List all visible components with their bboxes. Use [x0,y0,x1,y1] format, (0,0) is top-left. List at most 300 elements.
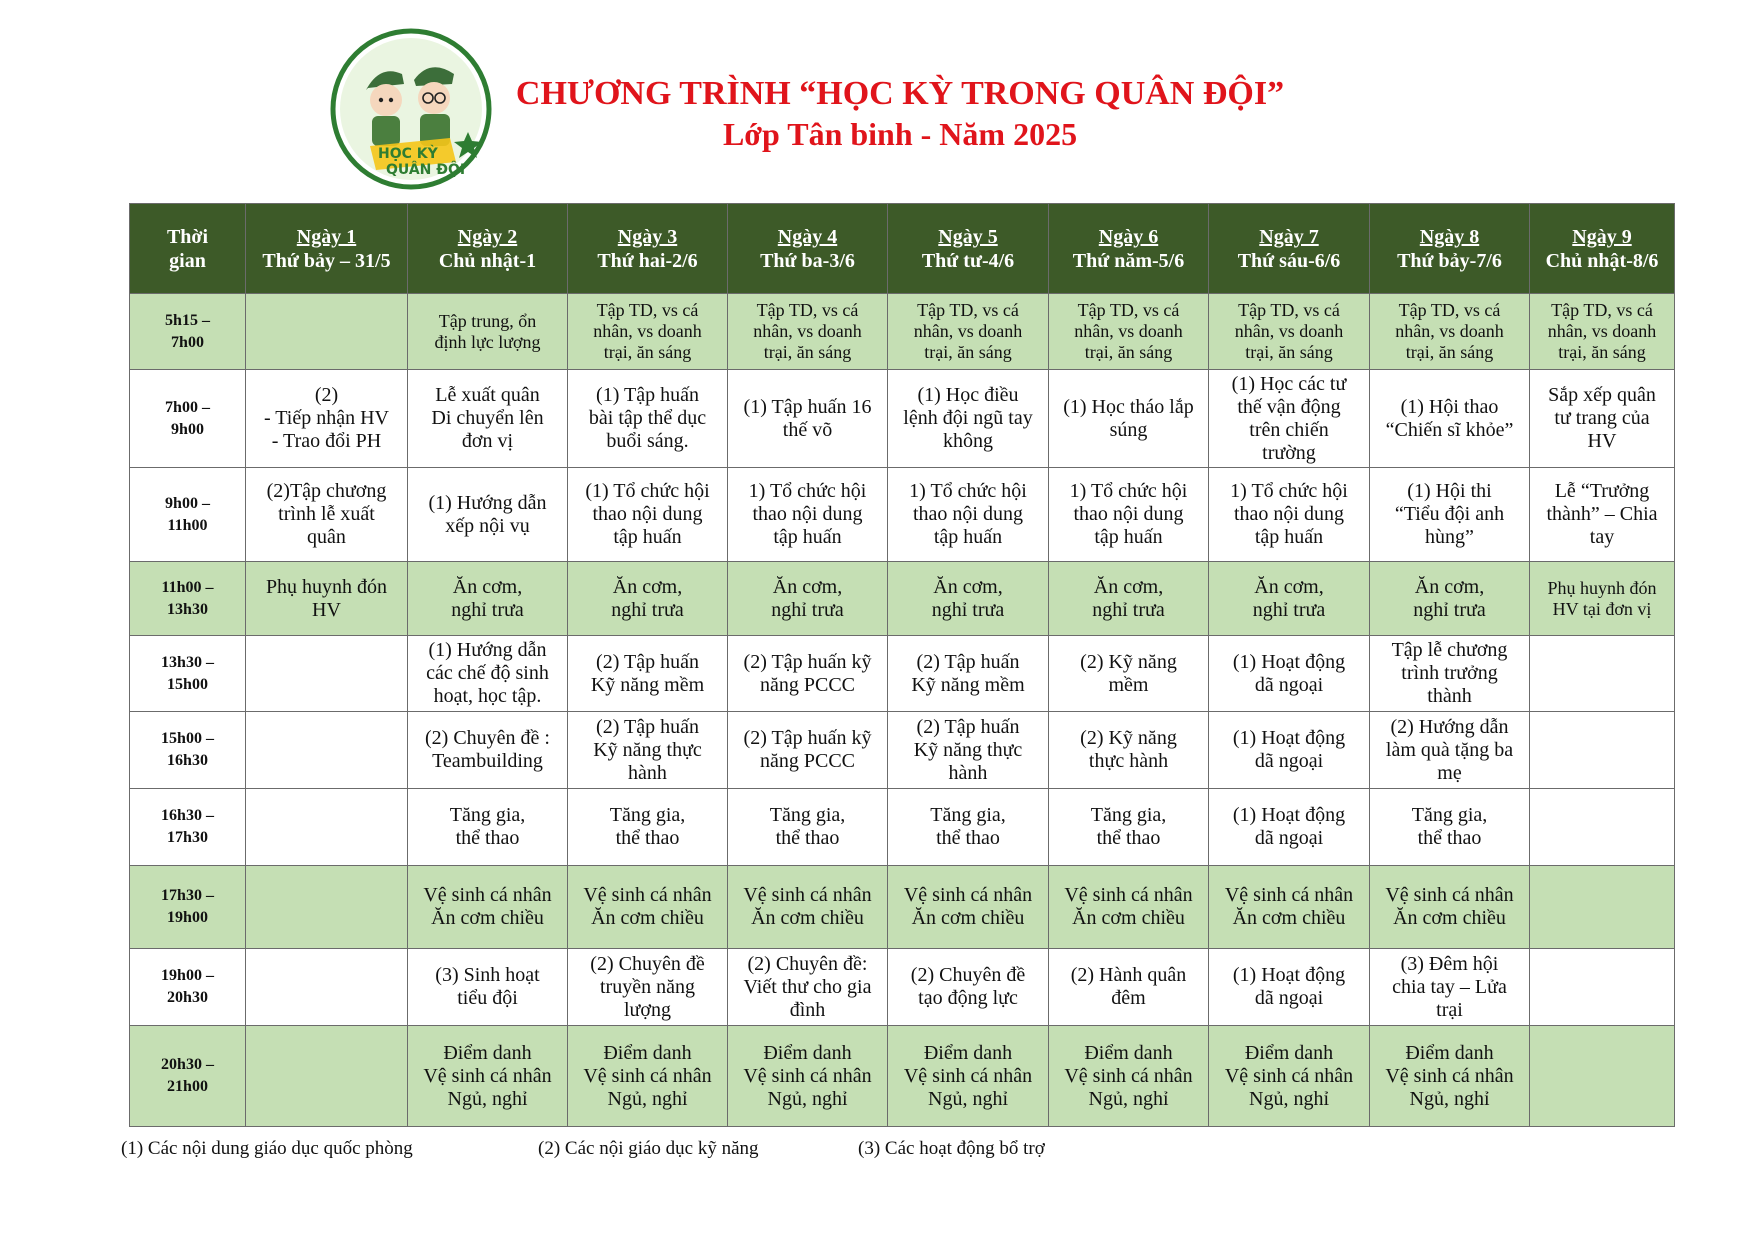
activity-cell [1530,949,1675,1026]
activity-line: (2) Tập huấn kỹ [743,650,872,673]
day-header-7 [1209,204,1370,294]
activity-line: hoạt, học tập. [433,685,542,707]
time-slot-cell [130,866,246,949]
activity-line: (2) Tập huấn [596,715,699,738]
activity-cell [1370,294,1530,370]
time-slot-line: 15h00 – [161,730,214,747]
activity-cell [888,636,1049,712]
activity-line: nhân, vs doanh [593,321,702,341]
activity-line: Tăng gia, [769,804,846,826]
activity-line: thành [1427,685,1472,707]
activity-line: (1) Học điều [917,384,1019,406]
time-slot-cell [130,789,246,866]
activity-line: nghỉ trưa [611,598,684,621]
activity-line: thao nội dung [1073,503,1184,525]
table-header-row [130,204,1675,294]
time-slot-line: 11h00 [167,516,208,534]
activity-line: Điểm danh [763,1041,852,1064]
activity-cell [246,866,408,949]
activity-cell [1370,789,1530,866]
activity-line: tập huấn [1094,526,1163,548]
activity-cell [888,712,1049,789]
activity-line: Vệ sinh cá nhân [1385,1064,1514,1087]
activity-line: không [943,430,993,452]
activity-cell [568,789,728,866]
activity-line: hành [628,761,667,784]
activity-line: Vệ sinh cá nhân [903,1064,1033,1087]
schedule-table [129,203,1675,1127]
activity-line: Vệ sinh cá nhân [423,884,552,906]
activity-line: định lực lượng [434,331,541,352]
activity-cell [1530,712,1675,789]
activity-cell [568,370,728,468]
activity-line: hành [948,761,988,784]
table-body [130,294,1675,1127]
activity-line: Tăng gia, [1411,804,1488,826]
activity-line: Ăn cơm chiều [1393,907,1506,929]
legend-note-3: (3) Các hoạt động bổ trợ [858,1138,1045,1159]
table-row [130,636,1675,712]
activity-line: trại, ăn sáng [1405,342,1494,362]
time-slot-line: 11h00 – [161,578,214,596]
day-date: Thứ bảy-7/6 [1397,249,1502,272]
activity-line: nghỉ trưa [1252,598,1326,621]
activity-line: (2) Hướng dẫn [1390,715,1509,738]
activity-line: Ăn cơm chiều [911,907,1025,929]
activity-cell [246,294,408,370]
activity-cell [1370,866,1530,949]
activity-line: tập huấn [1254,526,1324,548]
activity-line: thao nội dung [913,503,1023,525]
activity-cell [888,949,1049,1026]
time-slot-line: 16h30 [167,752,208,769]
activity-line: (1) Hoạt động [1232,804,1346,826]
activity-line: Tăng gia, [930,804,1006,826]
activity-line: trại, ăn sáng [1084,342,1173,362]
table-row [130,949,1675,1026]
activity-cell [1370,370,1530,468]
activity-line: Điểm danh [443,1041,532,1064]
activity-cell [1049,949,1209,1026]
activity-cell [1049,866,1209,949]
activity-line: (1) Học các tư [1231,372,1347,395]
activity-cell [246,1026,408,1127]
day-number: Ngày 9 [1572,225,1632,248]
time-header-line: gian [169,249,206,272]
activity-line: (1) Hoạt động [1232,964,1346,986]
activity-line: làm quà tặng ba [1385,738,1514,761]
activity-line: (2) Tập huấn [596,650,699,673]
activity-cell [728,866,888,949]
activity-line: (1) Hoạt động [1232,727,1346,749]
activity-cell [888,370,1049,468]
activity-cell [888,1026,1049,1127]
time-slot-line: 9h00 [171,420,204,438]
activity-line: Tập TD, vs cá [596,300,699,320]
activity-cell [1530,866,1675,949]
activity-line: Ngủ, nghỉ [928,1087,1008,1110]
activity-line: tập huấn [773,526,842,548]
activity-line: Ngủ, nghỉ [1088,1087,1169,1110]
activity-cell [246,789,408,866]
activity-cell [728,636,888,712]
activity-line: Tập lễ chương [1391,639,1508,661]
activity-line: (2) Tập huấn [916,715,1020,738]
day-date: Thứ ba-3/6 [760,249,855,272]
activity-line: Ăn cơm, [452,575,523,598]
time-slot-line: 15h00 [167,675,208,693]
activity-line: Vệ sinh cá nhân [743,1064,872,1087]
day-date: Chủ nhật-8/6 [1545,249,1659,272]
day-date: Thứ tư-4/6 [921,249,1015,272]
activity-line: nhân, vs doanh [753,321,862,341]
activity-line: Tăng gia, [1090,804,1167,826]
activity-line: nghỉ trưa [771,598,844,621]
activity-cell [408,789,568,866]
activity-line: (2) Hành quân [1070,964,1187,986]
activity-cell [568,636,728,712]
activity-line: tập huấn [933,526,1003,548]
activity-line: (2) Chuyên đề : [425,727,550,749]
activity-line: trại, ăn sáng [1245,342,1333,362]
activity-cell [408,866,568,949]
activity-line: Ăn cơm, [1254,575,1324,598]
activity-cell [408,294,568,370]
activity-line: trình lễ xuất [278,503,375,525]
time-slot-cell [130,636,246,712]
activity-line: (1) Tập huấn 16 [743,395,872,418]
time-slot-line: 21h00 [167,1078,208,1095]
activity-line: Tăng gia, [449,804,526,826]
activity-line: thực hành [1088,750,1169,772]
activity-cell [1370,636,1530,712]
activity-line: tập huấn [613,526,682,548]
activity-line: thế vận động [1237,395,1341,418]
activity-line: (1) Tổ chức hội [585,480,710,502]
activity-line: Ăn cơm, [772,575,843,598]
time-slot-cell [130,294,246,370]
activity-line: (3) Sinh hoạt [435,964,540,986]
activity-line: Ngủ, nghỉ [447,1087,528,1110]
activity-line: (2) Kỹ năng [1080,727,1177,749]
time-slot-line: 17h30 – [161,887,214,904]
activity-line: Vệ sinh cá nhân [1224,884,1354,906]
activity-line: nhân, vs doanh [913,321,1023,341]
activity-line: nhân, vs doanh [1395,321,1504,341]
activity-line: Kỹ năng thực [913,738,1023,761]
activity-cell [1370,949,1530,1026]
activity-line: 1) Tổ chức hội [1230,480,1348,502]
activity-line: (1) Hội thao [1400,395,1499,418]
table-row [130,866,1675,949]
activity-cell [1530,1026,1675,1127]
activity-line: “Tiểu đội anh [1394,503,1505,525]
activity-line: Viết thư cho gia [743,975,872,998]
activity-line: - Tiếp nhận HV [263,407,389,429]
activity-cell [1209,866,1370,949]
activity-line: Vệ sinh cá nhân [423,1064,552,1087]
activity-line: trại [1436,998,1463,1021]
activity-cell [408,712,568,789]
activity-line: Di chuyển lên [431,407,544,429]
activity-line: 1) Tổ chức hội [748,480,867,502]
activity-line: Tập TD, vs cá [756,300,859,320]
activity-line: Vệ sinh cá nhân [743,884,872,906]
activity-cell [246,562,408,636]
activity-line: năng PCCC [759,673,856,696]
activity-cell [1049,712,1209,789]
activity-line: thể thao [775,827,840,849]
day-date: Thứ bảy – 31/5 [262,249,391,272]
time-slot-line: 17h30 [167,829,208,846]
day-header-5 [888,204,1049,294]
activity-line: Kỹ năng mềm [590,673,705,696]
activity-line: Vệ sinh cá nhân [1064,884,1193,906]
activity-cell [408,949,568,1026]
activity-line: - Trao đổi PH [271,430,382,452]
activity-cell [728,1026,888,1127]
activity-line: nhân, vs doanh [1074,321,1183,341]
activity-line: tiểu đội [457,987,518,1009]
activity-line: thao nội dung [752,503,863,525]
activity-line: Phụ huynh đón [265,575,388,598]
activity-cell [888,789,1049,866]
day-number: Ngày 7 [1259,225,1319,248]
activity-cell [728,949,888,1026]
time-slot-cell [130,562,246,636]
activity-line: hùng” [1425,526,1474,548]
activity-line: Điểm danh [603,1041,692,1064]
activity-line: Tập trung, ổn [438,310,537,331]
activity-line: buổi sáng. [606,430,689,452]
activity-cell [568,468,728,562]
activity-line: thành” – Chia [1546,503,1658,525]
activity-line: trại, ăn sáng [1558,342,1646,362]
activity-cell [568,949,728,1026]
activity-line: bài tập thể dục [588,407,707,429]
time-slot-line: 20h30 [167,989,208,1006]
activity-line: Tập TD, vs cá [1238,300,1340,320]
activity-line: trại, ăn sáng [763,342,852,362]
day-header-1 [246,204,408,294]
legend-note-1: (1) Các nội dung giáo dục quốc phòng [121,1138,413,1159]
activity-cell [888,562,1049,636]
activity-cell [408,1026,568,1127]
day-date: Thứ năm-5/6 [1072,249,1185,272]
activity-cell [246,370,408,468]
activity-cell [1530,636,1675,712]
activity-line: Kỹ năng mềm [911,673,1025,696]
activity-line: mềm [1108,673,1149,696]
activity-line: thể thao [1417,827,1482,849]
activity-line: mẹ [1437,761,1462,784]
time-slot-line: 9h00 – [165,494,210,512]
activity-line: Vệ sinh cá nhân [583,884,712,906]
day-header-8 [1370,204,1530,294]
day-date: Chủ nhật-1 [438,249,537,272]
table-row [130,712,1675,789]
day-date: Thứ sáu-6/6 [1237,249,1341,272]
activity-cell [568,562,728,636]
activity-cell [1049,636,1209,712]
activity-cell [246,712,408,789]
activity-line: tay [1589,526,1615,548]
activity-line: xếp nội vụ [445,514,530,537]
activity-cell [408,636,568,712]
activity-line: Tăng gia, [609,804,686,826]
day-date: Thứ hai-2/6 [597,249,698,272]
time-slot-line: 19h00 – [161,967,214,984]
activity-line: Vệ sinh cá nhân [1224,1064,1354,1087]
activity-line: 1) Tổ chức hội [909,480,1027,502]
time-slot-line: 13h30 [167,600,208,618]
activity-line: Tập TD, vs cá [1551,300,1653,320]
activity-line: súng [1109,418,1148,441]
activity-line: thể thao [455,827,520,849]
activity-line: Ăn cơm chiều [1232,907,1346,929]
activity-line: nhân, vs doanh [1547,321,1657,341]
activity-line: (2) Kỹ năng [1080,650,1177,673]
activity-cell [568,866,728,949]
activity-line: (2) [314,384,339,406]
day-header-3 [568,204,728,294]
day-header-4 [728,204,888,294]
activity-line: (1) Hoạt động [1232,650,1346,673]
activity-cell [1049,789,1209,866]
logo-emblem-icon [330,28,492,190]
time-slot-line: 13h30 – [161,653,214,671]
activity-cell [728,370,888,468]
activity-line: (2) Tập huấn kỹ [743,727,872,749]
time-slot-line: 20h30 – [161,1056,214,1073]
activity-line: (1) Hướng dẫn [428,491,547,514]
legend-note-2: (2) Các nội giáo dục kỹ năng [538,1138,759,1159]
activity-line: nghỉ trưa [931,598,1005,621]
activity-line: (2)Tập chương [266,480,387,502]
activity-cell [1209,562,1370,636]
activity-line: thao nội dung [592,503,703,525]
activity-line: Ngủ, nghỉ [1249,1087,1329,1110]
activity-line: Ăn cơm, [1093,575,1164,598]
table-row [130,294,1675,370]
activity-line: Sắp xếp quân [1548,384,1656,406]
activity-cell [1209,789,1370,866]
page-subtitle: Lớp Tân binh - Năm 2025 [722,116,1078,152]
activity-line: thể thao [1096,827,1161,849]
activity-line: Điểm danh [1244,1041,1334,1064]
activity-line: Phụ huynh đón [1547,577,1657,598]
activity-cell [1209,949,1370,1026]
day-header-2 [408,204,568,294]
activity-line: (1) Tập huấn [596,384,699,406]
activity-line: thể thao [936,827,1000,849]
day-number: Ngày 5 [938,225,998,248]
activity-cell [1370,562,1530,636]
svg-text:HỌC KỲ: HỌC KỲ [378,146,438,162]
activity-cell [888,468,1049,562]
activity-line: Vệ sinh cá nhân [1385,884,1514,906]
activity-line: HV tại đơn vị [1552,598,1652,619]
activity-cell [728,468,888,562]
activity-cell [888,294,1049,370]
day-header-9 [1530,204,1675,294]
activity-cell [246,468,408,562]
activity-cell [408,468,568,562]
activity-line: đêm [1111,987,1146,1009]
table-row [130,468,1675,562]
activity-line: chia tay – Lửa [1392,975,1507,998]
activity-line: Vệ sinh cá nhân [1064,1064,1193,1087]
title-block [500,74,1300,154]
activity-cell [408,562,568,636]
activity-line: Ăn cơm, [1414,575,1485,598]
time-slot-cell [130,370,246,468]
activity-line: Teambuilding [432,750,543,772]
time-slot-line: 7h00 [171,333,204,351]
day-number: Ngày 8 [1419,225,1480,248]
activity-line: Tập TD, vs cá [1077,300,1180,320]
activity-line: “Chiến sĩ khỏe” [1385,418,1514,441]
activity-cell [1209,370,1370,468]
activity-line: Tập TD, vs cá [1398,300,1501,320]
activity-line: Lễ xuất quân [435,384,540,406]
time-slot-line: 7h00 – [165,398,210,416]
activity-cell [568,1026,728,1127]
activity-line: nghỉ trưa [1092,598,1165,621]
activity-line: Kỹ năng thực [593,738,702,761]
activity-line: lượng [624,998,671,1021]
day-number: Ngày 6 [1098,225,1159,248]
activity-line: trại, ăn sáng [924,342,1012,362]
activity-cell [728,712,888,789]
activity-line: Ăn cơm chiều [1072,907,1185,929]
activity-line: Ăn cơm, [612,575,683,598]
activity-cell [408,370,568,468]
activity-cell [568,712,728,789]
activity-line: Lễ “Trưởng [1554,480,1650,502]
activity-cell [1530,562,1675,636]
activity-cell [1530,468,1675,562]
program-logo [330,28,492,190]
activity-cell [1370,468,1530,562]
activity-line: (2) Chuyên đề [910,964,1026,986]
activity-line: Điểm danh [923,1041,1013,1064]
day-number: Ngày 1 [296,225,357,248]
activity-cell [888,866,1049,949]
activity-line: (3) Đêm hội [1400,952,1499,975]
svg-text:QUÂN ĐỘI: QUÂN ĐỘI [386,162,466,178]
activity-line: Tập TD, vs cá [917,300,1019,320]
time-slot-line: 16h30 – [161,807,214,824]
activity-line: 1) Tổ chức hội [1069,480,1188,502]
activity-line: (2) Chuyên đề [590,952,705,975]
time-slot-cell [130,1026,246,1127]
table-row [130,789,1675,866]
activity-line: dã ngoại [1254,827,1324,849]
activity-line: dã ngoại [1254,987,1324,1009]
activity-line: các chế độ sinh [426,662,549,684]
activity-cell [1530,370,1675,468]
activity-line: tạo động lực [918,987,1018,1009]
activity-cell [1370,1026,1530,1127]
activity-line: Ăn cơm chiều [751,907,864,929]
activity-cell [1049,1026,1209,1127]
page-title: CHƯƠNG TRÌNH “HỌC KỲ TRONG QUÂN ĐỘI” [515,75,1285,112]
activity-cell [1209,1026,1370,1127]
activity-line: trình trưởng [1401,662,1498,684]
table-row [130,562,1675,636]
activity-line: trên chiến [1249,418,1329,441]
